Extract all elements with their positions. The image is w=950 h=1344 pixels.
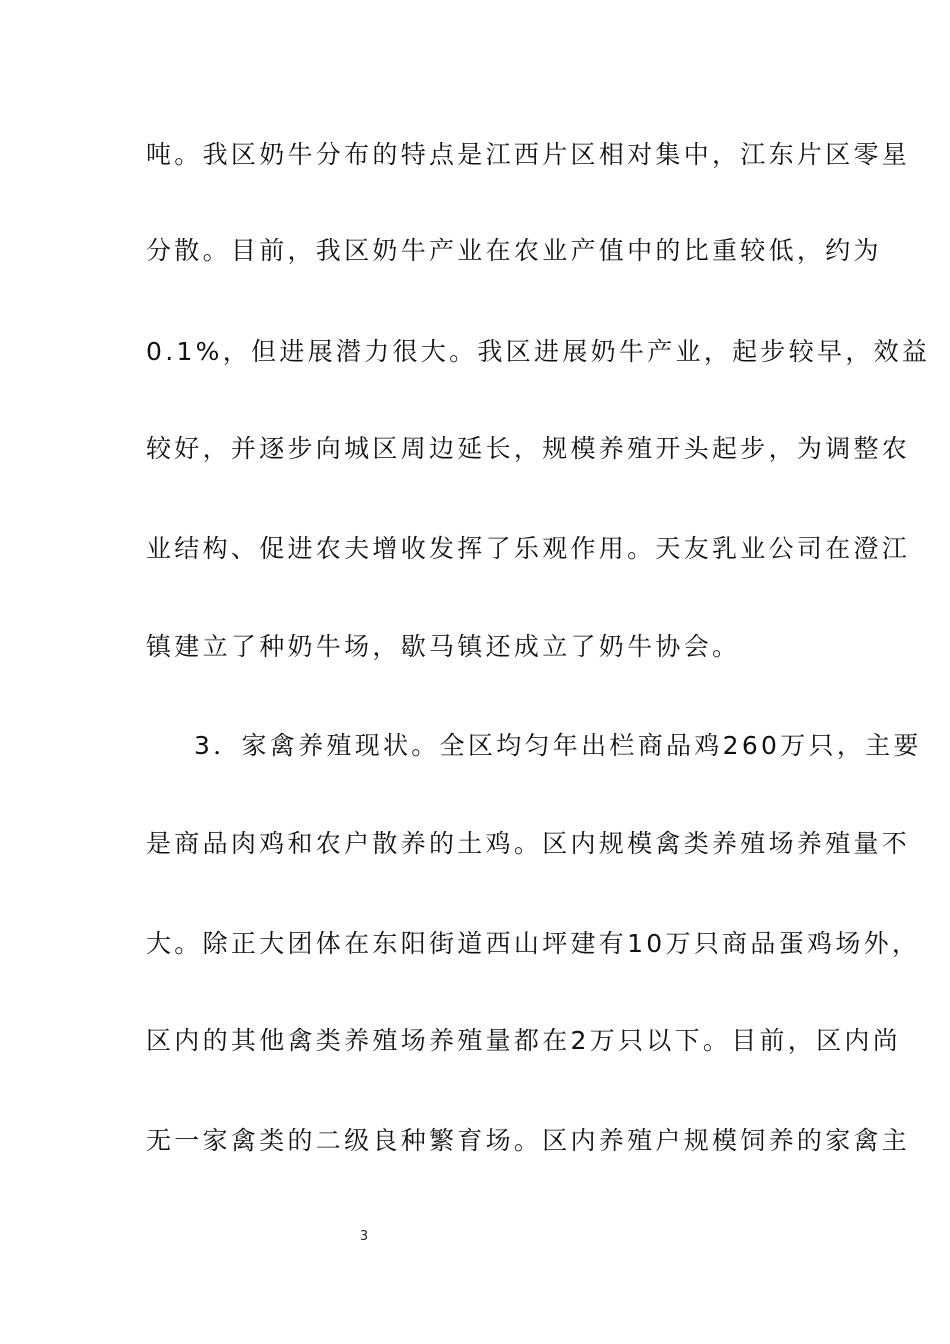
text-line: 分散。目前，我区奶牛产业在农业产值中的比重较低，约为 — [146, 236, 882, 265]
text-line: 0.1%，但进展潜力很大。我区进展奶牛产业，起步较早，效益 — [146, 337, 931, 366]
paragraph-start-line: 3．家禽养殖现状。全区均匀年出栏商品鸡260万只，主要 — [194, 731, 922, 760]
text-line: 镇建立了种奶牛场，歇马镇还成立了奶牛协会。 — [146, 632, 741, 661]
text-line: 吨。我区奶牛分布的特点是江西片区相对集中，江东片区零星 — [146, 140, 911, 169]
text-line: 区内的其他禽类养殖场养殖量都在2万只以下。目前，区内尚 — [146, 1026, 902, 1055]
text-line: 大。除正大团体在东阳街道西山坪建有10万只商品蛋鸡场外， — [146, 929, 921, 958]
text-line: 业结构、促进农夫增收发挥了乐观作用。天友乳业公司在澄江 — [146, 534, 911, 563]
text-line: 较好，并逐步向城区周边延长，规模养殖开头起步，为调整农 — [146, 434, 911, 463]
text-line: 是商品肉鸡和农户散养的土鸡。区内规模禽类养殖场养殖量不 — [146, 829, 911, 858]
page-number: 3 — [359, 1229, 369, 1244]
text-line: 无一家禽类的二级良种繁育场。区内养殖户规模饲养的家禽主 — [146, 1126, 911, 1155]
